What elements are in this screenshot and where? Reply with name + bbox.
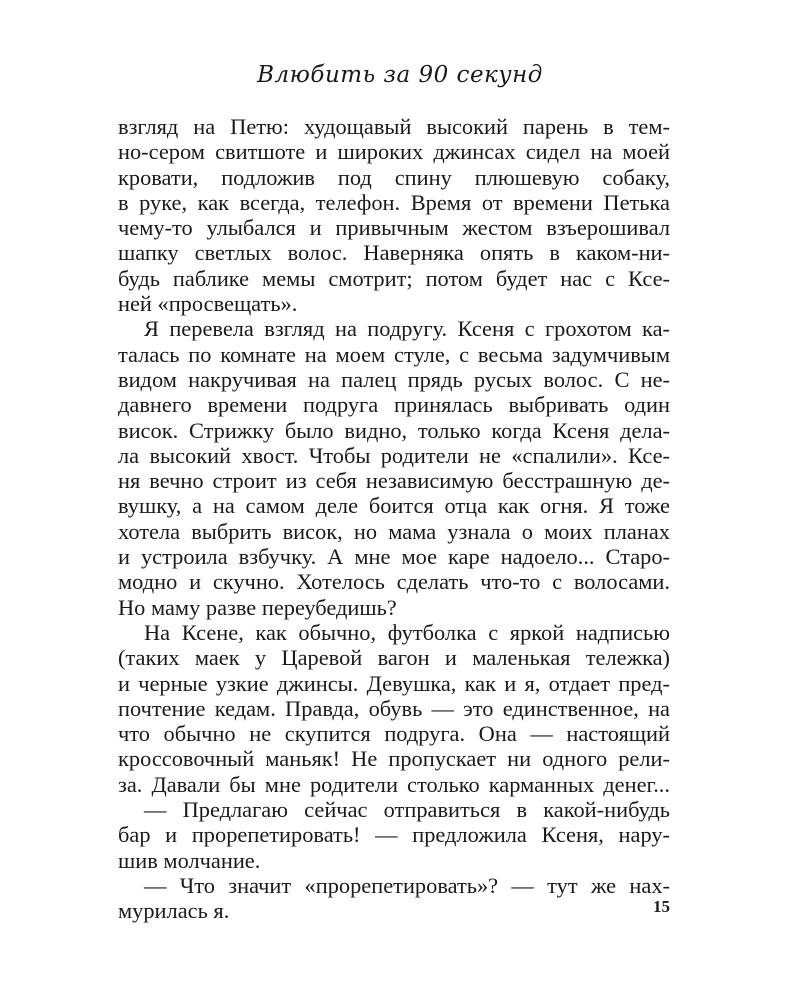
text-line: и устроила взбучку. А мне мое каре надоело... Старо- bbox=[118, 544, 670, 570]
text-line: ней «просвещать». bbox=[118, 291, 298, 317]
text-line: кровати, подложив под спину плюшевую собаку, bbox=[118, 164, 670, 190]
text-line: мурилась я. bbox=[118, 898, 230, 924]
text-line: висок. Стрижку было видно, только когда Ксеня дела- bbox=[118, 417, 670, 443]
text-line: и черные узкие джинсы. Девушка, как и я, отдает пред- bbox=[118, 670, 670, 696]
text-line: почтение кедам. Правда, обувь — это единственное, на bbox=[118, 695, 670, 721]
text-line: Я перевела взгляд на подругу. Ксеня с грохотом ка- bbox=[144, 316, 670, 342]
text-line: хотела выбрить висок, но мама узнала о моих планах bbox=[118, 518, 670, 544]
text-line: взгляд на Петю: худощавый высокий парень в тем- bbox=[118, 114, 670, 139]
text-line: Но маму разве переубедишь? bbox=[118, 594, 397, 620]
text-line: талась по комнате на моем стуле, с весьма задумчивым bbox=[118, 341, 670, 367]
text-line: видом накручивая на палец прядь русых волос. С не- bbox=[118, 366, 670, 392]
page-number: 15 bbox=[653, 897, 670, 916]
text-line: вушку, а на самом деле боится отца как огня. Я тоже bbox=[118, 493, 670, 519]
text-line: давнего времени подруга принялась выбривать один bbox=[118, 392, 670, 418]
body-text bbox=[118, 114, 670, 924]
text-line: ла высокий хвост. Чтобы родители не «спалили». Ксе- bbox=[118, 442, 670, 468]
text-line: за. Давали бы мне родители столько карманных денег... bbox=[118, 771, 670, 797]
text-line: модно и скучно. Хотелось сделать что-то с волосами. bbox=[118, 569, 670, 595]
running-head: Влюбить за 90 секунд bbox=[257, 62, 543, 88]
text-line: но-сером свитшоте и широких джинсах сидел на моей bbox=[118, 139, 670, 165]
text-line: ня вечно строит из себя независимую бесстрашную де- bbox=[118, 468, 670, 494]
text-line: шапку светлых волос. Наверняка опять в каком-ни- bbox=[118, 240, 670, 266]
text-line: На Ксене, как обычно, футболка с яркой надписью bbox=[144, 619, 670, 645]
text-line: чему-то улыбался и привычным жестом взъерошивал bbox=[118, 215, 670, 241]
text-line: будь паблике мемы смотрит; потом будет нас с Ксе- bbox=[118, 265, 670, 291]
text-line: в руке, как всегда, телефон. Время от времени Петька bbox=[118, 189, 670, 215]
text-line: (таких маек у Царевой вагон и маленькая тележка) bbox=[118, 645, 670, 671]
text-line: бар и прорепетировать! — предложила Ксеня, нару- bbox=[118, 822, 670, 848]
text-line: — Предлагаю сейчас отправиться в какой-нибудь bbox=[144, 797, 670, 823]
text-line: кроссовочный маньяк! Не пропускает ни одного рели- bbox=[118, 746, 670, 772]
text-line: шив молчание. bbox=[118, 847, 261, 873]
text-line: — Что значит «прорепетировать»? — тут же нах- bbox=[144, 872, 670, 898]
text-line: что обычно не скупится подруга. Она — настоящий bbox=[118, 721, 670, 747]
